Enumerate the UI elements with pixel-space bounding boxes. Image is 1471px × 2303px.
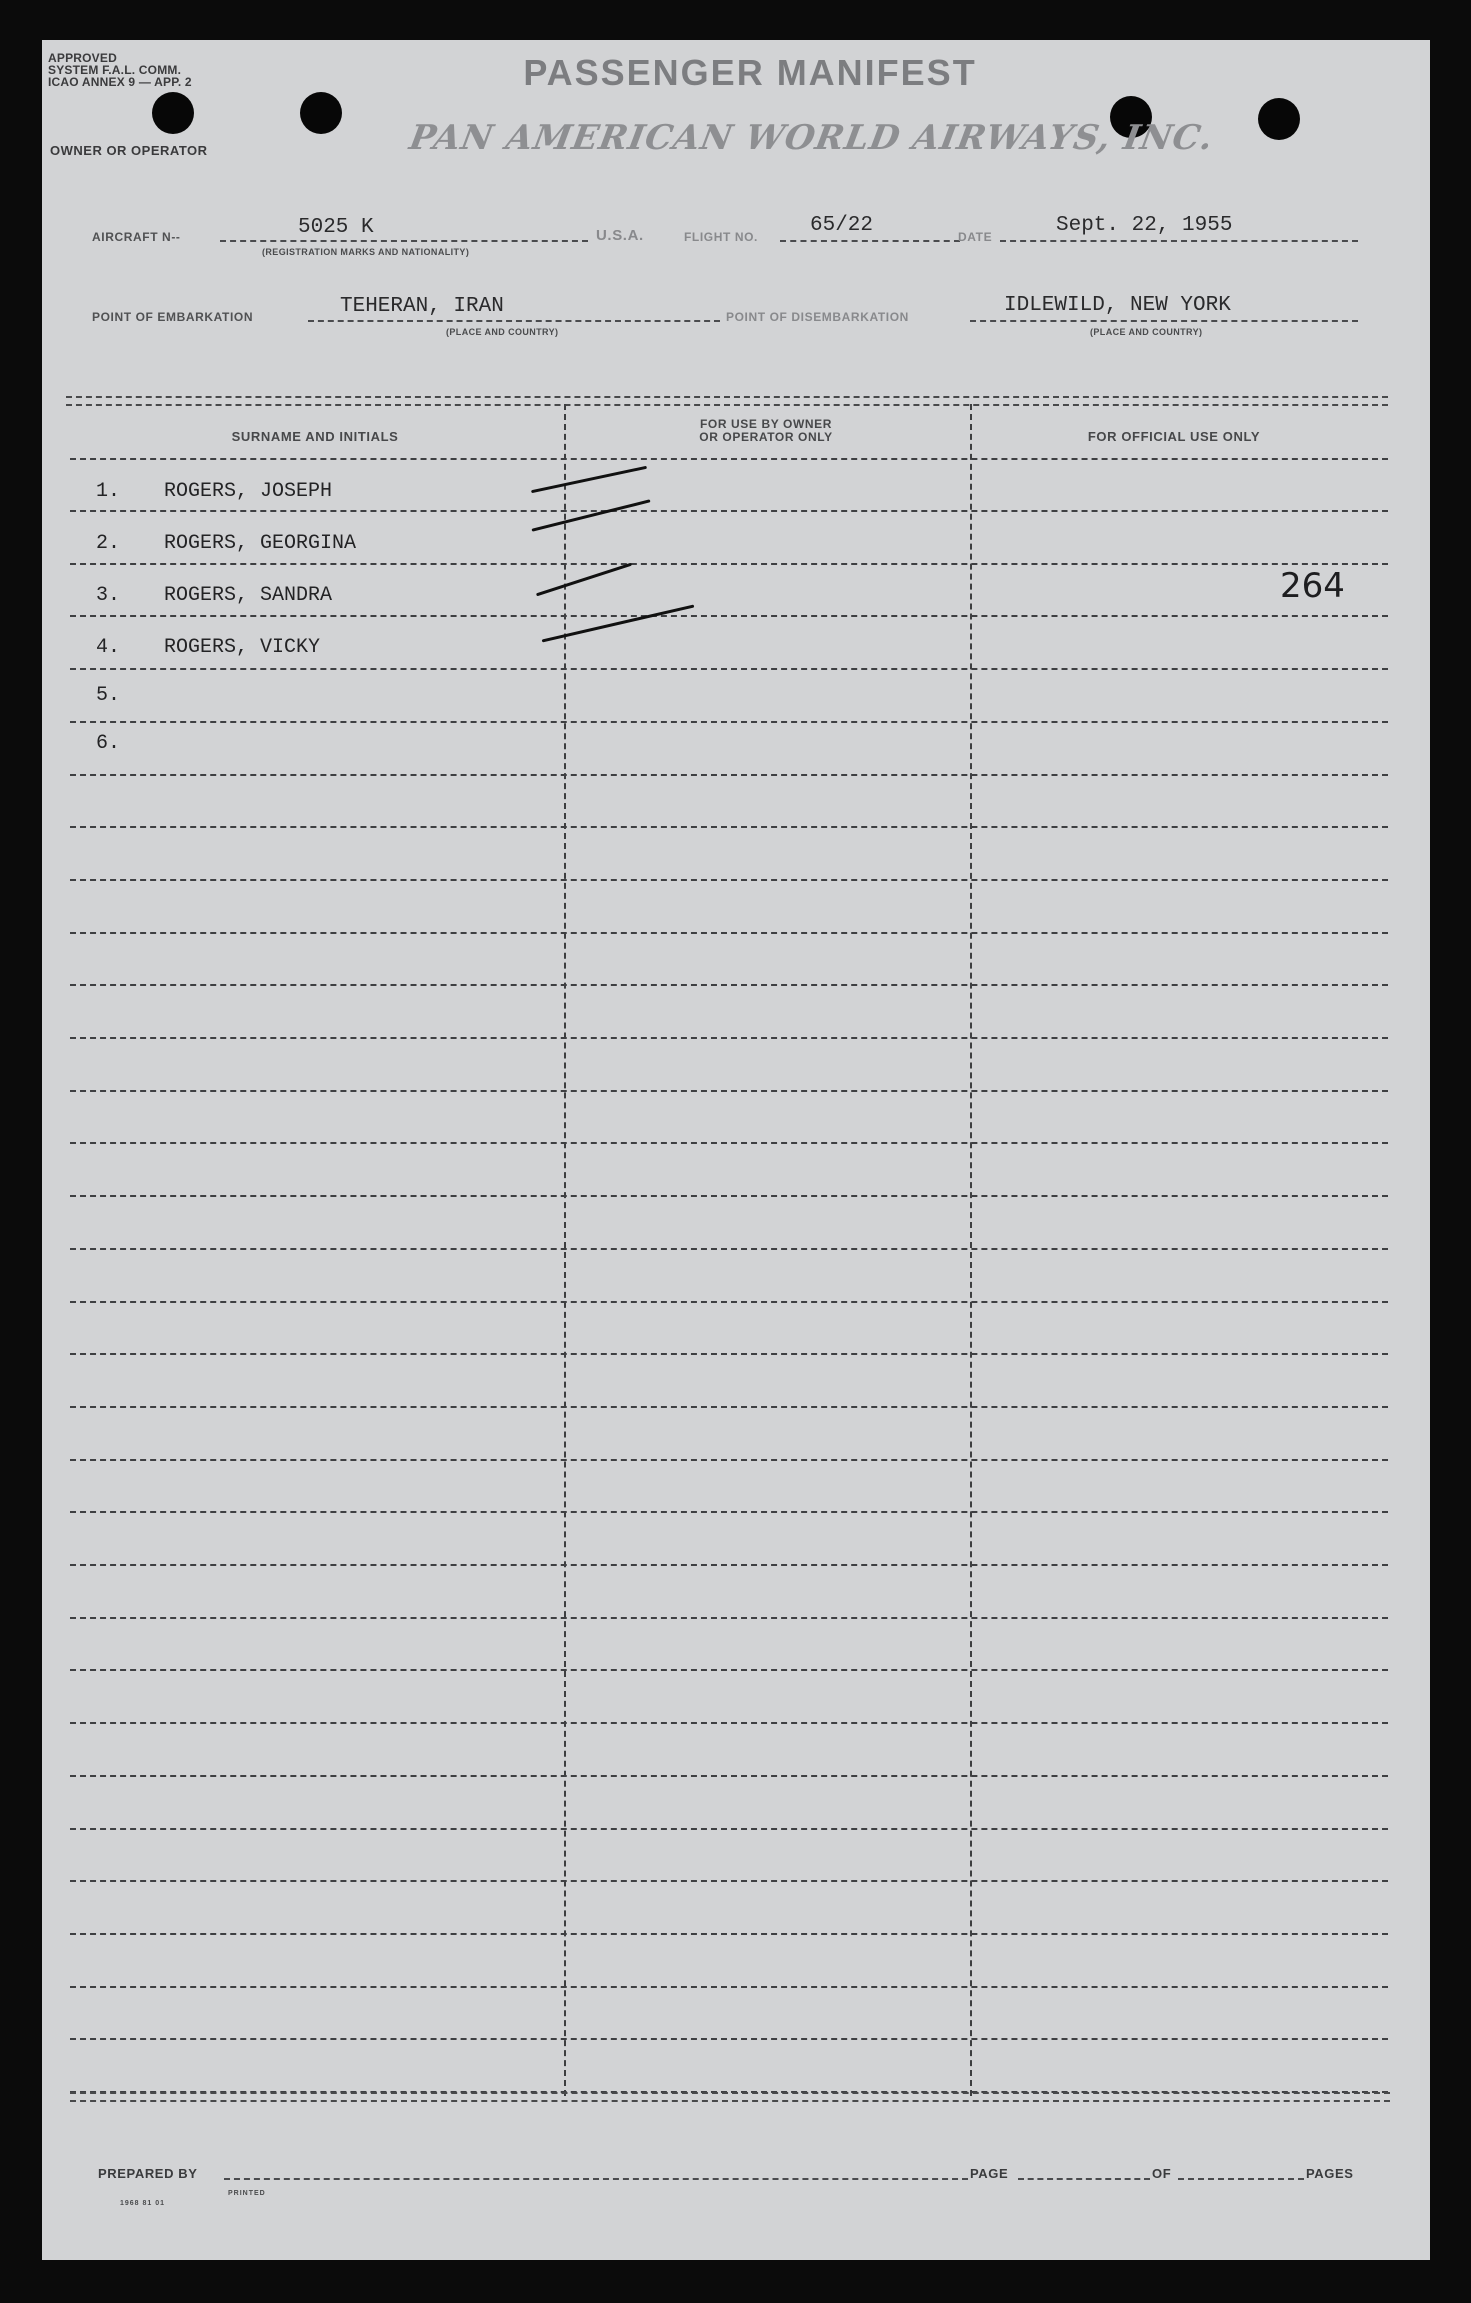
column-divider xyxy=(564,404,566,2096)
row-rule xyxy=(70,826,1388,828)
disembarkation-sublabel: (PLACE AND COUNTRY) xyxy=(1090,327,1203,337)
page-label: PAGE xyxy=(970,2166,1009,2181)
row-rule xyxy=(70,668,1388,670)
date-value: Sept. 22, 1955 xyxy=(1056,214,1233,237)
passenger-name: ROGERS, SANDRA xyxy=(164,584,333,607)
row-rule xyxy=(70,1195,1388,1197)
row-number: 6. xyxy=(96,732,121,755)
row-number: 1. xyxy=(96,480,121,503)
of-underline xyxy=(1178,2178,1304,2180)
passenger-name: ROGERS, VICKY xyxy=(164,636,321,659)
row-rule xyxy=(70,510,1388,512)
col-owner-header-line1: FOR USE BY OWNER xyxy=(699,417,833,431)
registration-sublabel: (REGISTRATION MARKS AND NATIONALITY) xyxy=(262,247,470,257)
printed-mark: PRINTED xyxy=(228,2190,266,2197)
row-rule xyxy=(70,1828,1388,1830)
row-rule xyxy=(70,1090,1388,1092)
aircraft-label: AIRCRAFT N-- xyxy=(92,230,181,244)
row-rule xyxy=(70,1617,1388,1619)
page-underline xyxy=(1018,2178,1150,2180)
row-rule xyxy=(70,1986,1388,1988)
row-rule xyxy=(70,984,1388,986)
embarkation-underline xyxy=(308,320,720,322)
disembarkation-label: POINT OF DISEMBARKATION xyxy=(726,310,909,324)
row-rule xyxy=(70,1564,1388,1566)
row-rule xyxy=(70,1722,1388,1724)
approval-line: SYSTEM F.A.L. COMM. xyxy=(48,63,182,77)
prepared-by-label: PREPARED BY xyxy=(98,2166,198,2181)
row-rule xyxy=(70,932,1388,934)
punch-hole xyxy=(300,92,342,134)
embarkation-label: POINT OF EMBARKATION xyxy=(92,310,254,324)
row-rule xyxy=(70,2038,1388,2040)
date-underline xyxy=(1000,240,1358,242)
col-surname-header: SURNAME AND INITIALS xyxy=(231,429,399,444)
approval-note xyxy=(48,52,192,88)
owner-label: OWNER OR OPERATOR xyxy=(50,143,208,158)
passenger-name: ROGERS, GEORGINA xyxy=(164,532,357,555)
row-rule xyxy=(70,1406,1388,1408)
usa-label: U.S.A. xyxy=(596,227,644,244)
row-rule xyxy=(70,1248,1388,1250)
form-number: 1968 81 01 xyxy=(120,2200,166,2207)
row-rule xyxy=(70,1301,1388,1303)
pages-label: PAGES xyxy=(1306,2166,1354,2181)
row-rule xyxy=(70,721,1388,723)
row-number: 3. xyxy=(96,584,121,607)
row-rule xyxy=(70,1353,1388,1355)
row-rule xyxy=(70,1459,1388,1461)
prepared-by-underline xyxy=(224,2178,968,2180)
official-note: 264 xyxy=(1280,566,1345,606)
row-rule xyxy=(70,879,1388,881)
of-label: OF xyxy=(1152,2166,1172,2181)
table-bottom-rule xyxy=(70,2092,1390,2102)
embarkation-value: TEHERAN, IRAN xyxy=(340,295,504,318)
row-number: 2. xyxy=(96,532,121,555)
aircraft-underline xyxy=(220,240,588,242)
header-divider xyxy=(66,396,1388,406)
row-number: 4. xyxy=(96,636,121,659)
column-divider xyxy=(970,404,972,2096)
flight-label: FLIGHT NO. xyxy=(684,230,758,244)
owner-name: PAN AMERICAN WORLD AIRWAYS, INC. xyxy=(406,118,1217,158)
col-official-header: FOR OFFICIAL USE ONLY xyxy=(1087,429,1261,444)
embarkation-sublabel: (PLACE AND COUNTRY) xyxy=(446,327,559,337)
row-rule xyxy=(70,1037,1388,1039)
approval-line: APPROVED xyxy=(48,51,117,65)
date-label: DATE xyxy=(958,230,993,244)
flight-value: 65/22 xyxy=(810,214,874,237)
row-rule xyxy=(70,1775,1388,1777)
disembarkation-underline xyxy=(970,320,1358,322)
punch-hole xyxy=(1258,98,1300,140)
row-rule xyxy=(70,1511,1388,1513)
col-owner-header-line2: OR OPERATOR ONLY xyxy=(699,430,833,444)
aircraft-value: 5025 K xyxy=(298,216,374,239)
row-rule xyxy=(70,1880,1388,1882)
row-rule xyxy=(70,1669,1388,1671)
approval-line: ICAO ANNEX 9 — APP. 2 xyxy=(48,75,192,89)
passenger-name: ROGERS, JOSEPH xyxy=(164,480,333,503)
row-number: 5. xyxy=(96,684,121,707)
manifest-form xyxy=(42,40,1430,2260)
row-rule xyxy=(70,458,1388,460)
disembarkation-value: IDLEWILD, NEW YORK xyxy=(1004,294,1231,317)
row-rule xyxy=(70,563,1388,565)
flight-underline xyxy=(780,240,960,242)
form-title: PASSENGER MANIFEST xyxy=(523,52,977,93)
row-rule xyxy=(70,615,1388,617)
row-rule xyxy=(70,1142,1388,1144)
row-rule xyxy=(70,774,1388,776)
row-rule xyxy=(70,1933,1388,1935)
punch-hole xyxy=(152,92,194,134)
